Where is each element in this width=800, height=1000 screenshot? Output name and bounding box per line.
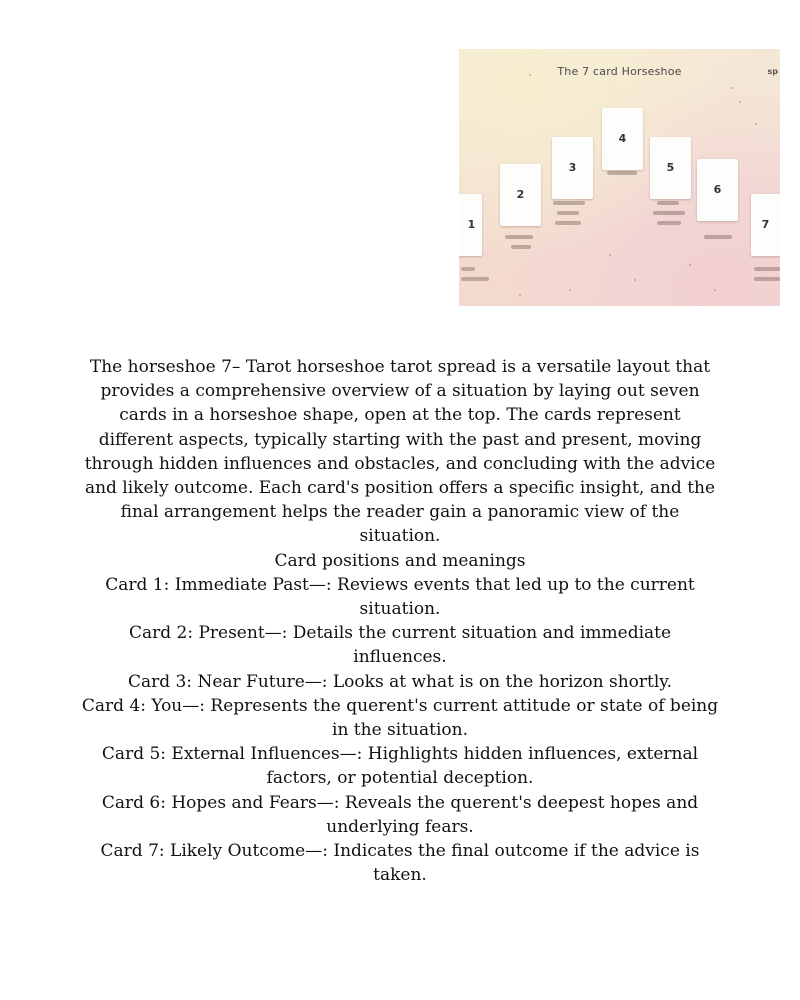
card-position-4: Card 4: You—: Represents the querent's current attitude or state of being in the situation. — [81, 695, 719, 741]
card-caption — [657, 221, 681, 225]
card-caption — [555, 221, 581, 225]
speck — [689, 264, 691, 266]
card-6 — [697, 159, 738, 221]
card-caption — [461, 277, 489, 281]
card-caption — [653, 211, 685, 215]
card-position-2: Card 2: Present—: Details the current situation and immediate influences. — [128, 623, 672, 668]
intro-paragraph: The horseshoe 7– Tarot horseshoe tarot spread is a versatile layout that provides a comprehensive overview of a situation by laying out seven cards in a horseshoe shape, open at the top. The cards represent different aspects, typically starting with the past and present, moving through hidden influences and obstacles, and concluding with the advice and likely outcome. Each card's position offers a specific insight, and the final arrangement helps the reader gain a panoramic view of the situation. — [84, 357, 716, 547]
image-corner-text: sp — [767, 67, 778, 76]
card-5 — [650, 137, 691, 199]
card-number: 3 — [568, 161, 577, 174]
card-1 — [459, 194, 482, 256]
card-position-7: Card 7: Likely Outcome—: Indicates the final outcome if the advice is taken. — [100, 841, 700, 886]
article-text — [80, 355, 720, 887]
card-number: 4 — [618, 132, 627, 145]
speck — [755, 123, 757, 125]
card-number: 1 — [467, 218, 476, 231]
card-caption — [505, 235, 533, 239]
speck — [714, 289, 716, 291]
card-caption — [461, 267, 475, 271]
speck — [739, 101, 741, 103]
speck — [731, 87, 733, 89]
card-2 — [500, 164, 541, 226]
card-position-3: Card 3: Near Future—: Looks at what is on the horizon shortly. — [127, 671, 673, 692]
section-heading: Card positions and meanings — [274, 550, 526, 571]
card-caption — [754, 277, 780, 281]
card-4 — [602, 108, 643, 170]
speck — [529, 74, 531, 76]
card-position-6: Card 6: Hopes and Fears—: Reveals the querent's deepest hopes and underlying fears. — [101, 792, 699, 837]
card-caption — [511, 245, 531, 249]
card-position-1: Card 1: Immediate Past—: Reviews events that led up to the current situation. — [105, 574, 695, 620]
card-number: 7 — [761, 218, 770, 231]
card-3 — [552, 137, 593, 199]
card-caption — [704, 235, 732, 239]
speck — [634, 279, 636, 281]
card-number: 2 — [516, 188, 525, 201]
card-number: 6 — [713, 183, 722, 196]
speck — [569, 289, 571, 291]
speck — [609, 254, 611, 256]
speck — [519, 294, 521, 296]
card-caption — [607, 171, 637, 175]
image-title: The 7 card Horseshoe — [557, 65, 682, 78]
horseshoe-spread-image — [459, 49, 780, 306]
card-number: 5 — [666, 161, 675, 174]
card-7 — [751, 194, 780, 256]
card-caption — [553, 201, 585, 205]
card-position-5: Card 5: External Influences—: Highlights hidden influences, external factors, or potential deception. — [101, 744, 699, 789]
card-caption — [557, 211, 579, 215]
card-caption — [754, 267, 780, 271]
card-caption — [657, 201, 679, 205]
